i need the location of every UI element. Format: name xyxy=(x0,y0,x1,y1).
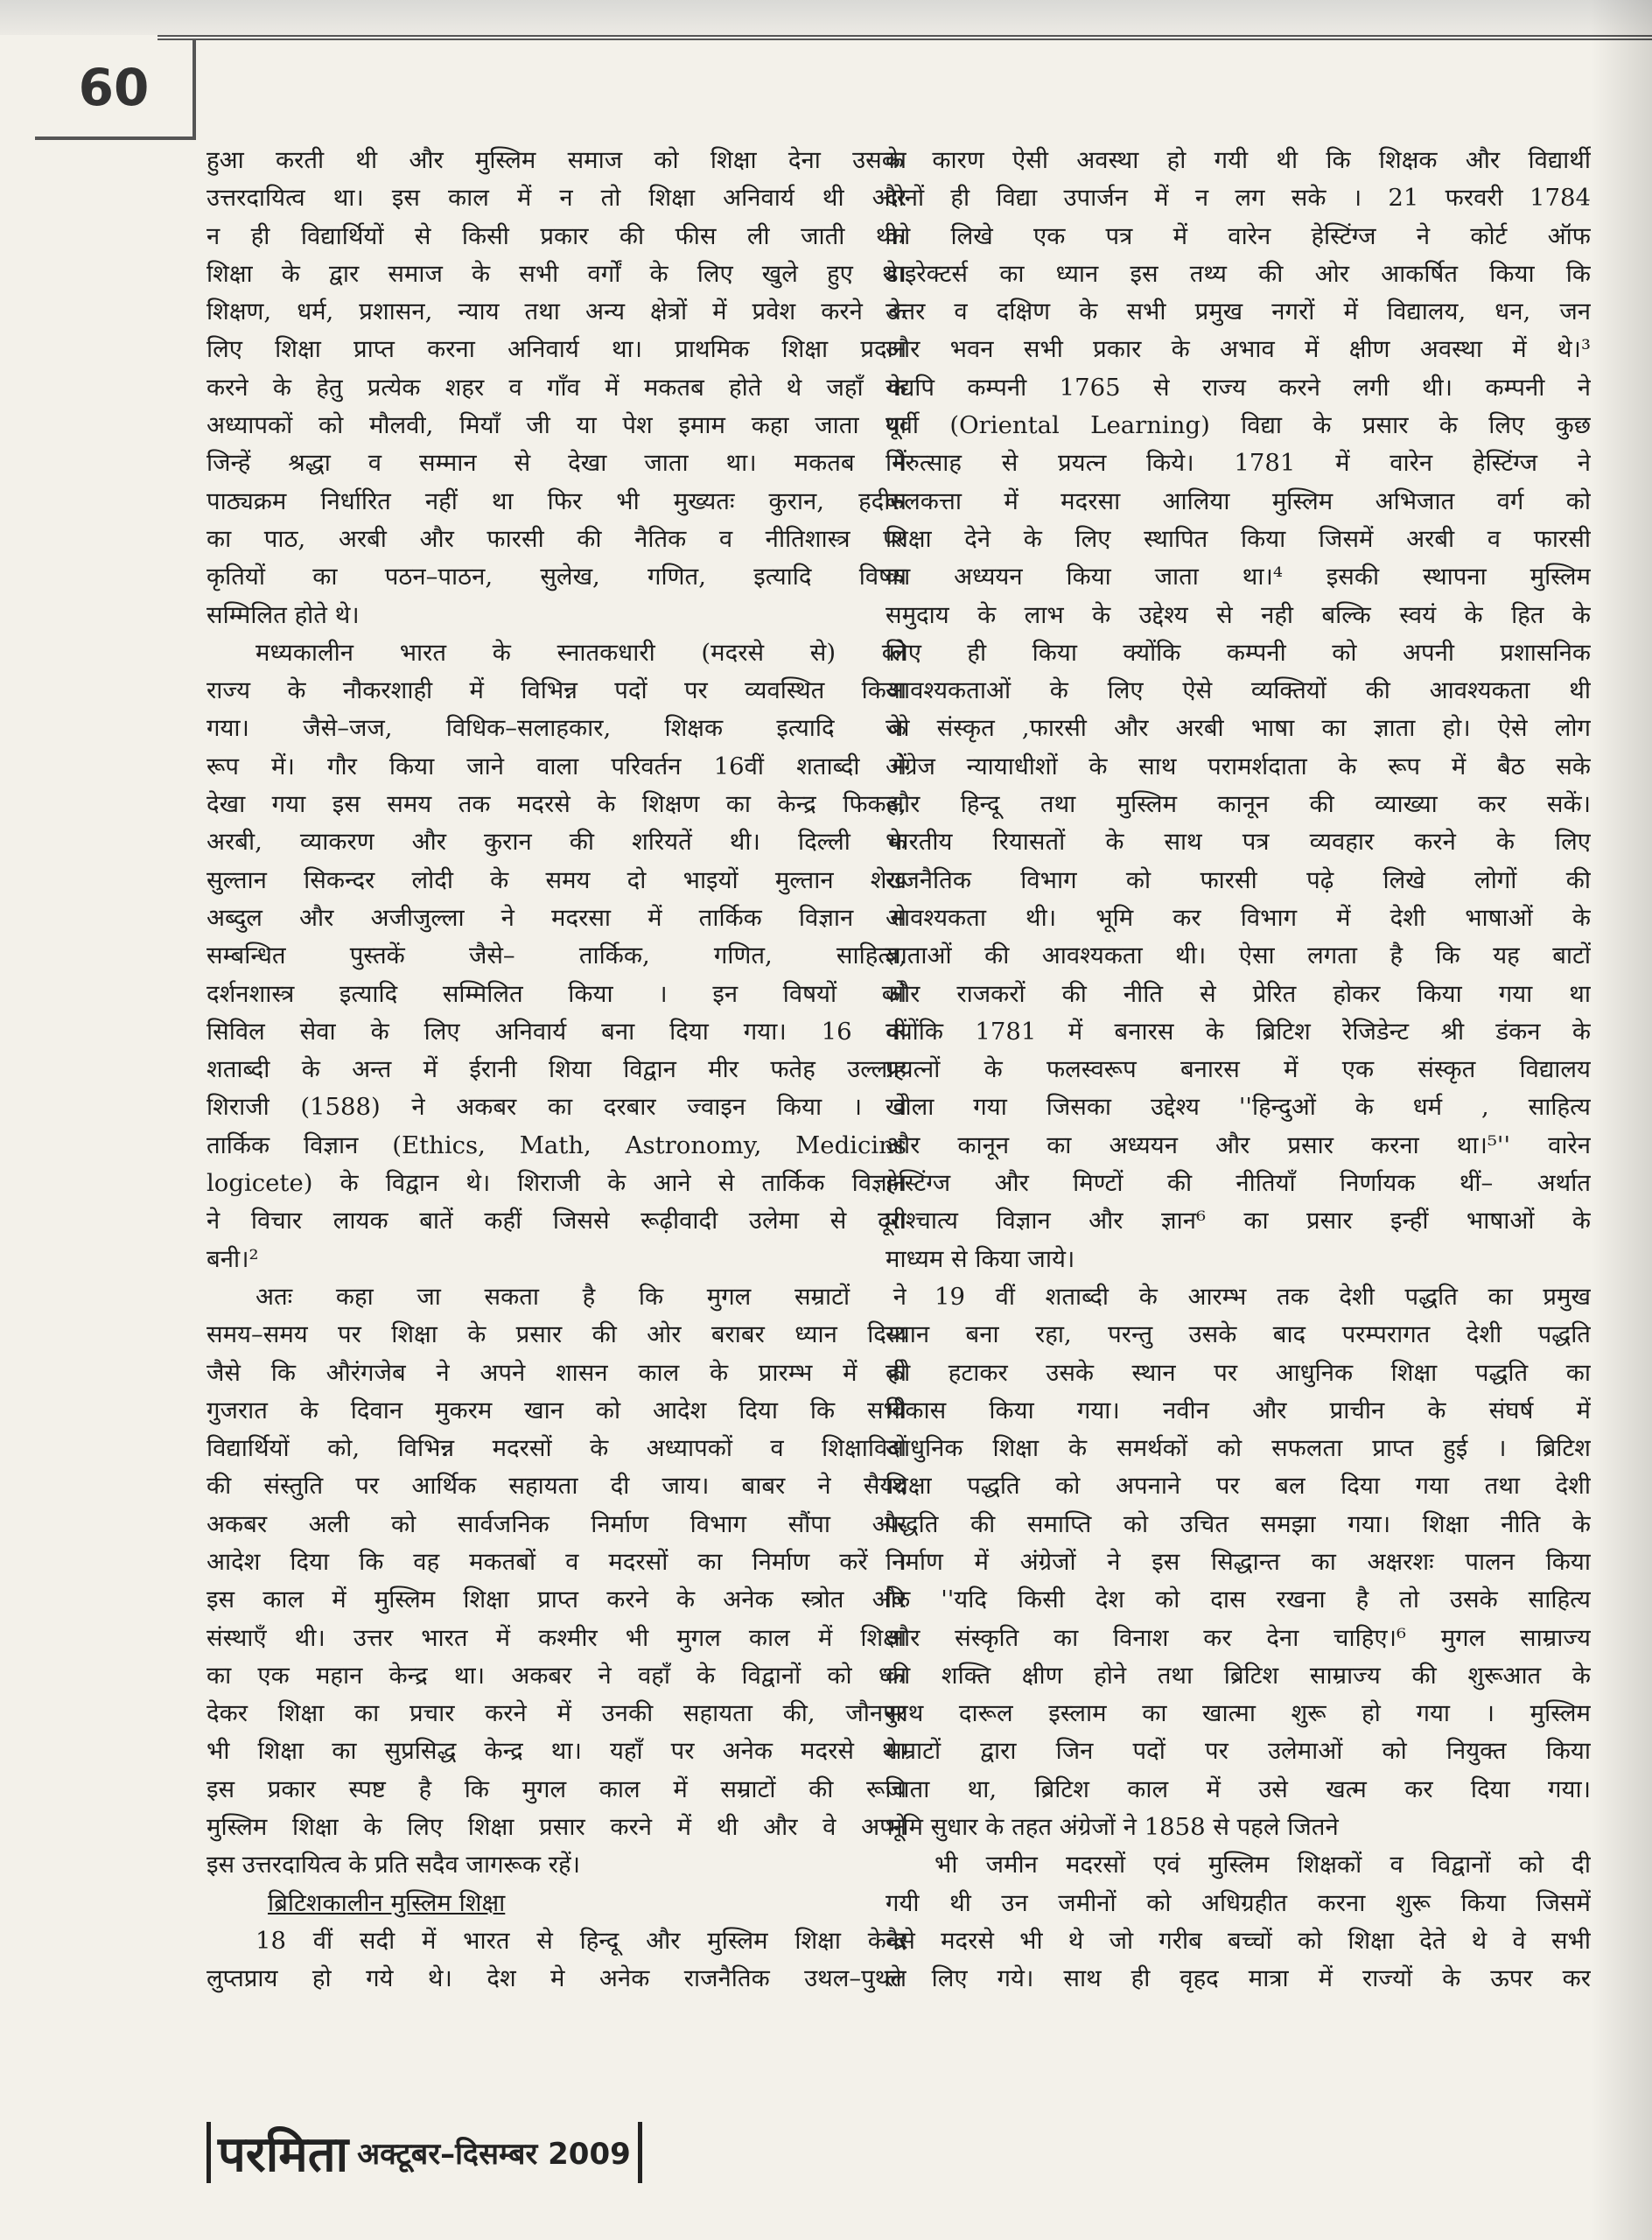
text-line: और राजकरों की नीति से प्रेरित होकर किया गया था xyxy=(886,979,1591,1008)
text-line: भी शिक्षा का सुप्रसिद्ध केन्द्र था। यहाँ पर अनेक मदरसे थे। xyxy=(206,1737,906,1766)
text-line: अंग्रेज न्यायाधीशों के साथ परामर्शदाता के रूप में बैठ सके xyxy=(886,752,1591,780)
page-number-box xyxy=(35,38,196,140)
text-line: विकास किया गया। नवीन और प्राचीन के संघर्ष में xyxy=(886,1396,1591,1424)
section-heading: ब्रिटिशकालीन मुस्लिम शिक्षा xyxy=(268,1888,506,1917)
text-line: शिक्षा के द्वार समाज के सभी वर्गों के लिए खुले हुए थे। xyxy=(206,259,906,288)
text-line: उत्तरदायित्व था। इस काल में न तो शिक्षा अनिवार्य थी और xyxy=(206,184,906,213)
text-line: शिक्षा देने के लिए स्थापित किया जिसमें अरबी व फारसी xyxy=(886,524,1591,553)
text-line: लिए शिक्षा प्राप्त करना अनिवार्य था। प्राथमिक शिक्षा प्रदान xyxy=(206,335,906,364)
text-line: कलकत्ता में मदरसा आलिया मुस्लिम अभिजात वर्ग को xyxy=(886,486,1591,515)
text-line: की शक्ति क्षीण होने तथा ब्रिटिश साम्राज्य की शुरूआत के xyxy=(886,1661,1591,1690)
page-number: 60 xyxy=(78,58,150,117)
text-line: अरबी, व्याकरण और कुरान की शरियतें थी। दिल्ली के xyxy=(206,828,906,857)
text-line: सम्बन्धित पुस्तकें जैसे– तार्किक, गणित, साहित्य, xyxy=(206,942,906,970)
text-line: अब्दुल और अजीजुल्ला ने मदरसा में तार्किक विज्ञान से xyxy=(206,903,906,932)
text-line: वैसे मदरसे भी थे जो गरीब बच्चों को शिक्षा देते थे वे सभी xyxy=(886,1926,1591,1955)
text-line: कृतियों का पठन–पाठन, सुलेख, गणित, इत्यादि विषय xyxy=(206,563,906,592)
text-line: का एक महान केन्द्र था। अकबर ने वहाँ के विद्वानों को धन xyxy=(206,1661,906,1690)
text-line: अध्यापकों को मौलवी, मियाँ जी या पेश इमाम कहा जाता था xyxy=(206,411,906,440)
text-line: संस्थाएँ थी। उत्तर भारत में कश्मीर भी मुगल काल में शिक्षा xyxy=(206,1623,906,1652)
right-text-column xyxy=(886,142,1591,1998)
text-line: लुप्तप्राय हो गये थे। देश मे अनेक राजनैतिक उथल–पुथल xyxy=(206,1964,906,1993)
text-line: भारतीय रियासतों के साथ पत्र व्यवहार करने के लिए xyxy=(886,828,1591,857)
text-line: इस प्रकार स्पष्ट है कि मुगल काल में सम्राटों की रूचि xyxy=(206,1774,906,1803)
text-line: की संस्तुति पर आर्थिक सहायता दी जाय। बाबर ने सैयद xyxy=(206,1472,906,1501)
text-line: का अध्ययन किया जाता था।⁴ इसकी स्थापना मुस्लिम xyxy=(886,563,1591,592)
text-line: शिक्षण, धर्म, प्रशासन, न्याय तथा अन्य क्षेत्रों में प्रवेश करने के xyxy=(206,298,906,326)
text-line: गयी थी उन जमीनों को अधिग्रहीत करना शुरू किया जिसमें xyxy=(886,1888,1591,1917)
text-line: और संस्कृति का विनाश कर देना चाहिए।⁶ मुगल साम्राज्य xyxy=(886,1623,1591,1652)
text-line: बनी।² xyxy=(206,1244,259,1273)
text-line: लिए ही किया क्योंकि कम्पनी को अपनी प्रशासनिक xyxy=(886,638,1591,667)
text-line: 18 वीं सदी में भारत से हिन्दू और मुस्लिम शिक्षा केन्द्र xyxy=(256,1926,906,1955)
text-line: इस उत्तरदायित्व के प्रति सदैव जागरूक रहें। xyxy=(206,1851,581,1880)
text-line: स्थान बना रहा, परन्तु उसके बाद परम्परागत देशी पद्धति xyxy=(886,1320,1591,1349)
text-line: रूप में। गौर किया जाने वाला परिवर्तन 16वीं शताब्दी में xyxy=(206,752,906,780)
text-line: गुजरात के दिवान मुकरम खान को आदेश दिया कि सभी xyxy=(206,1396,906,1424)
text-line: आवश्यकता थी। भूमि कर विभाग में देशी भाषाओं के xyxy=(886,903,1591,932)
text-line: पूर्वी (Oriental Learning) विद्या के प्रसार के लिए कुछ xyxy=(886,411,1591,440)
text-line: शिराजी (1588) ने अकबर का दरबार ज्वाइन किया । वे xyxy=(206,1093,906,1122)
top-rule xyxy=(158,35,1652,37)
text-line: गया। जैसे–जज, विधिक–सलाहकार, शिक्षक इत्यादि के xyxy=(206,714,906,743)
text-line: पाश्चात्य विज्ञान और ज्ञान⁶ का प्रसार इन्हीं भाषाओं के xyxy=(886,1207,1591,1236)
text-line: अकबर अली को सार्वजनिक निर्माण विभाग सौंपा और xyxy=(206,1509,906,1538)
text-line: सम्मिलित होते थे। xyxy=(206,600,360,629)
text-line: ले लिए गये। साथ ही वृहद मात्रा में राज्यों के ऊपर कर xyxy=(886,1964,1591,1993)
text-line: आदेश दिया कि वह मकतबों व मदरसों का निर्माण करें । xyxy=(206,1547,906,1576)
text-line: इस काल में मुस्लिम शिक्षा प्राप्त करने के अनेक स्त्रोत और xyxy=(206,1586,906,1614)
text-line: भी जमीन मदरसों एवं मुस्लिम शिक्षकों व विद्वानों को दी xyxy=(934,1851,1591,1880)
text-line: विद्यार्थियों को, विभिन्न मदरसों के अध्यापकों व शिक्षाविदों xyxy=(206,1434,906,1463)
text-line: सम्राटों द्वारा जिन पदों पर उलेमाओं को नियुक्त किया xyxy=(886,1737,1591,1766)
text-line: निरुत्साह से प्रयत्न किये। 1781 में वारेन हेस्टिंग्ज ने xyxy=(886,449,1591,478)
text-line: यद्यपि कम्पनी 1765 से राज्य करने लगी थी। कम्पनी ने xyxy=(886,373,1591,402)
text-line: पाठ्यक्रम निर्धारित नहीं था फिर भी मुख्यतः कुरान, हदीस xyxy=(206,486,906,515)
text-line: 19 वीं शताब्दी के आरम्भ तक देशी पद्धति का प्रमुख xyxy=(934,1282,1591,1311)
text-line: मध्यकालीन भारत के स्नातकधारी (मदरसे से) को xyxy=(256,638,906,667)
text-line: तार्किक विज्ञान (Ethics, Math, Astronomy, Medicins xyxy=(206,1130,906,1159)
text-line: ज्ञाताओं की आवश्यकता थी। ऐसा लगता है कि यह बाटों xyxy=(886,942,1591,970)
footer-bar-right xyxy=(638,2122,642,2183)
text-line: सिविल सेवा के लिए अनिवार्य बना दिया गया। 16 वीं xyxy=(206,1017,906,1046)
text-line: और हिन्दू तथा मुस्लिम कानून की व्याख्या कर सकें। xyxy=(886,790,1591,819)
text-line: क्योंकि 1781 में बनारस के ब्रिटिश रेजिडेन्ट श्री डंकन के xyxy=(886,1017,1591,1046)
text-line: के कारण ऐसी अवस्था हो गयी थी कि शिक्षक और विद्यार्थी xyxy=(886,146,1591,174)
text-line: खोला गया जिसका उद्देश्य ''हिन्दुओं के धर्म , साहित्य xyxy=(886,1093,1591,1122)
text-line: को लिखे एक पत्र में वारेन हेस्टिंग्ज ने कोर्ट ऑफ xyxy=(886,221,1591,250)
text-line: पद्धति की समाप्ति को उचित समझा गया। शिक्षा नीति के xyxy=(886,1509,1591,1538)
text-line: जिन्हें श्रद्धा व सम्मान से देखा जाता था। मकतब में xyxy=(206,449,906,478)
text-line: और भवन सभी प्रकार के अभाव में क्षीण अवस्था में थे।³ xyxy=(886,335,1591,364)
text-line: उत्तर व दक्षिण के सभी प्रमुख नगरों में विद्यालय, धन, जन xyxy=(886,298,1591,326)
text-line: कि ''यदि किसी देश को दास रखना है तो उसके साहित्य xyxy=(886,1586,1591,1614)
top-page-edge xyxy=(0,0,1652,35)
text-line: मुस्लिम शिक्षा के लिए शिक्षा प्रसार करने में थी और वे अपने xyxy=(206,1813,906,1842)
issue-date: अक्टूबर–दिसम्बर 2009 xyxy=(357,2137,631,2172)
top-rule-2 xyxy=(158,38,1652,40)
text-line: शताब्दी के अन्त में ईरानी शिया विद्वान मीर फतेह उल्लाह xyxy=(206,1055,906,1084)
text-line: राजनैतिक विभाग को फारसी पढ़े लिखे लोगों की xyxy=(886,865,1591,894)
text-line: अतः कहा जा सकता है कि मुगल सम्राटों ने xyxy=(256,1282,906,1311)
text-line: जाता था, ब्रिटिश काल में उसे खत्म कर दिया गया। xyxy=(886,1774,1591,1803)
text-line: दर्शनशास्त्र इत्यादि सम्मिलित किया । इन विषयों को xyxy=(206,979,906,1008)
text-line: डाइरेक्टर्स का ध्यान इस तथ्य की ओर आकर्षित किया कि xyxy=(886,259,1591,288)
text-line: राज्य के नौकरशाही में विभिन्न पदों पर व्यवस्थित किया xyxy=(206,676,906,705)
text-line: समुदाय के लाभ के उद्देश्य से नही बल्कि स्वयं के हित के xyxy=(886,600,1591,629)
text-line: जो संस्कृत ,फारसी और अरबी भाषा का ज्ञाता हो। ऐसे लोग xyxy=(886,714,1591,743)
text-line: देखा गया इस समय तक मदरसे के शिक्षण का केन्द्र फिकह, xyxy=(206,790,906,819)
footer xyxy=(206,2121,642,2184)
text-line: प्रयत्नों के फलस्वरूप बनारस में एक संस्कृत विद्यालय xyxy=(886,1055,1591,1084)
text-line: आधुनिक शिक्षा के समर्थकों को सफलता प्राप्त हुई । ब्रिटिश xyxy=(886,1434,1591,1463)
text-line: आवश्यकताओं के लिए ऐसे व्यक्तियों की आवश्यकता थी xyxy=(886,676,1591,705)
text-line: ने विचार लायक बातें कहीं जिससे रूढ़ीवादी उलेमा से दूरी xyxy=(206,1207,906,1236)
text-line: सुल्तान सिकन्दर लोदी के समय दो भाइयों मुल्तान शेख xyxy=(206,865,906,894)
text-line: का पाठ, अरबी और फारसी की नैतिक व नीतिशास्त्र पर xyxy=(206,524,906,553)
text-line: न ही विद्यार्थियों से किसी प्रकार की फीस ली जाती थी। xyxy=(206,221,906,250)
binding-shadow xyxy=(1591,0,1652,2240)
text-line: जैसे कि औरंगजेब ने अपने शासन काल के प्रारम्भ में ही xyxy=(206,1358,906,1387)
text-line: और कानून का अध्ययन और प्रसार करना था।⁵'' वारेन xyxy=(886,1130,1591,1159)
text-line: हुआ करती थी और मुस्लिम समाज को शिक्षा देना उसका xyxy=(206,146,906,174)
left-text-column xyxy=(206,142,906,1998)
text-line: को हटाकर उसके स्थान पर आधुनिक शिक्षा पद्धति का xyxy=(886,1358,1591,1387)
text-line: माध्यम से किया जाये। xyxy=(886,1244,1075,1273)
text-line: हेस्टिंग्ज और मिण्टों की नीतियाँ निर्णायक थीं– अर्थात xyxy=(886,1169,1591,1198)
text-line: शिक्षा पद्धति को अपनाने पर बल दिया गया तथा देशी xyxy=(886,1472,1591,1501)
text-line: भूमि सुधार के तहत अंग्रेजों ने 1858 से पहले जितने xyxy=(886,1813,1339,1842)
text-line: निर्माण में अंग्रेजों ने इस सिद्धान्त का अक्षरशः पालन किया xyxy=(886,1547,1591,1576)
text-line: logicete) के विद्वान थे। शिराजी के आने से तार्किक विज्ञान xyxy=(206,1169,906,1198)
text-line: समय–समय पर शिक्षा के प्रसार की ओर बराबर ध्यान दिया xyxy=(206,1320,906,1349)
magazine-logo: परमिता xyxy=(218,2126,349,2183)
text-line: दोनों ही विद्या उपार्जन में न लग सके । 21 फरवरी 1784 xyxy=(886,184,1591,213)
text-line: देकर शिक्षा का प्रचार करने में उनकी सहायता की, जौनपुर xyxy=(206,1699,906,1728)
text-line: साथ दारूल इस्लाम का खात्मा शुरू हो गया । मुस्लिम xyxy=(886,1699,1591,1728)
footer-bar-left xyxy=(206,2122,211,2183)
text-line: करने के हेतु प्रत्येक शहर व गाँव में मकतब होते थे जहाँ के xyxy=(206,373,906,402)
